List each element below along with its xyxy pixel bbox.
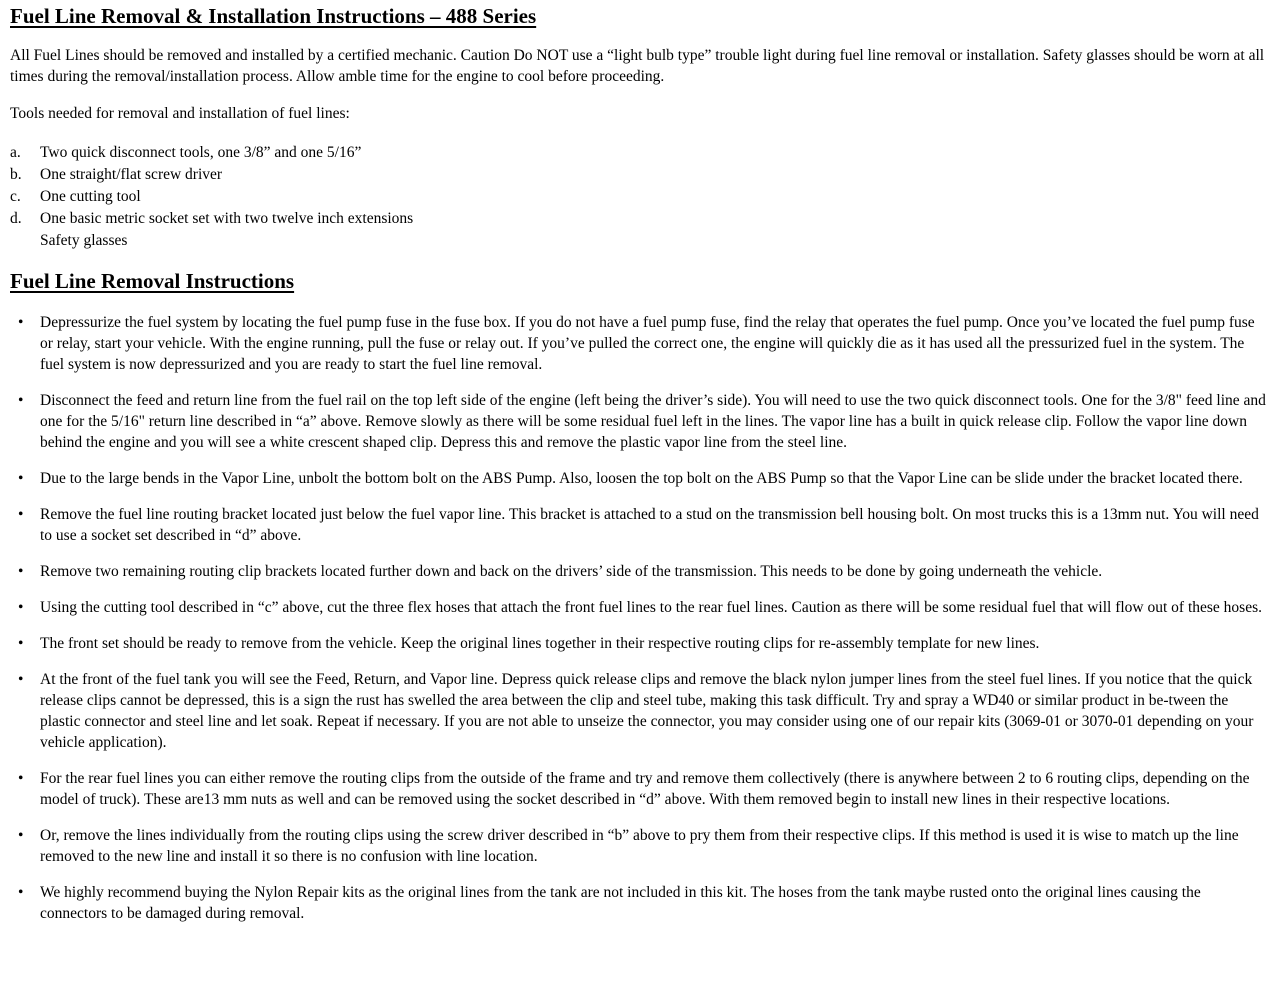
instruction-step (10, 504, 1266, 546)
bullet-icon: • (18, 392, 24, 409)
tool-item (10, 208, 1266, 230)
intro-paragraph: All Fuel Lines should be removed and installed by a certified mechanic. Caution Do NOT use a “light bulb type” trouble light during fuel line removal or installation. Safety glasses should be worn at all times during the removal/installation process. Allow amble time for the engine to cool before proceeding. (10, 47, 1265, 85)
step-text: Or, remove the lines individually from the routing clips using the screw driver described in “b” above to pry them from their respective clips. If this method is used it is wise to match up the line removed to the new line and install it so there is no confusion with line location. (40, 827, 1239, 865)
tool-text: One straight/flat screw driver (40, 166, 223, 183)
tool-text: Two quick disconnect tools, one 3/8” and one 5/16” (40, 144, 362, 161)
tool-marker: a. (10, 144, 21, 161)
bullet-icon: • (18, 506, 24, 523)
instruction-step (10, 825, 1266, 867)
step-text: Remove the fuel line routing bracket located just below the fuel vapor line. This bracket is attached to a stud on the transmission bell housing bolt. On most trucks this is a 13mm nut. You will need to use a socket set described in “d” above. (40, 506, 1259, 544)
instruction-step (10, 633, 1266, 654)
step-text: Depressurize the fuel system by locating the fuel pump fuse in the fuse box. If you do not have a fuel pump fuse, find the relay that operates the fuel pump. Once you’ve located the fuel pump fuse or relay, start your vehicle. With the engine running, pull the fuse or relay out. If you’ve pulled the correct one, the engine will quickly die as it has used all the pressurized fuel in the system. The fuel system is now depressurized and you are ready to start the fuel line removal. (40, 314, 1255, 373)
bullet-icon: • (18, 314, 24, 331)
step-text: Due to the large bends in the Vapor Line, unbolt the bottom bolt on the ABS Pump. Also, loosen the top bolt on the ABS Pump so that the Vapor Line can be slide under the bracket located there. (40, 470, 1243, 487)
instruction-step (10, 597, 1266, 618)
tools-note: Safety glasses (40, 232, 128, 249)
instruction-step (10, 669, 1266, 753)
step-text: Using the cutting tool described in “c” above, cut the three flex hoses that attach the front fuel lines to the rear fuel lines. Caution as there will be some residual fuel that will flow out of these hoses. (40, 599, 1262, 616)
instruction-step (10, 768, 1266, 810)
bullet-icon: • (18, 563, 24, 580)
tool-text: One basic metric socket set with two twelve inch extensions (40, 210, 414, 227)
tools-list (10, 142, 1266, 230)
section-heading: Fuel Line Removal Instructions (10, 269, 295, 293)
tool-text: One cutting tool (40, 188, 141, 205)
bullet-icon: • (18, 671, 24, 688)
tool-item (10, 186, 1266, 208)
step-text: For the rear fuel lines you can either remove the routing clips from the outside of the frame and try and remove them collectively (there is anywhere between 2 to 6 routing clips, depending on the model of truck). These are13 mm nuts as well and can be removed using the socket described in “d” above. With them removed begin to install new lines in their respective locations. (40, 770, 1250, 808)
tool-marker: b. (10, 166, 22, 183)
instruction-step (10, 468, 1266, 489)
step-text: The front set should be ready to remove from the vehicle. Keep the original lines together in their respective routing clips for re-assembly template for new lines. (40, 635, 1040, 652)
bullet-icon: • (18, 470, 24, 487)
step-text: At the front of the fuel tank you will see the Feed, Return, and Vapor line. Depress quick release clips and remove the black nylon jumper lines from the steel fuel lines. If you notice that the quick release clips cannot be depressed, this is a sign the rust has swelled the area between the clip and steel tube, making this task difficult. Try and spray a WD40 or similar product in be-tween the plastic connector and steel line and let soak. Repeat if necessary. If you are not able to unseize the connector, you may consider using one of our repair kits (3069-01 or 3070-01 depending on your vehicle application). (40, 671, 1254, 751)
step-text: We highly recommend buying the Nylon Repair kits as the original lines from the tank are not included in this kit. The hoses from the tank maybe rusted onto the original lines causing the connectors to be damaged during removal. (40, 884, 1201, 922)
instruction-step (10, 561, 1266, 582)
steps-list (10, 312, 1266, 924)
tool-item (10, 164, 1266, 186)
instruction-step (10, 390, 1266, 453)
bullet-icon: • (18, 884, 24, 901)
bullet-icon: • (18, 599, 24, 616)
page-title: Fuel Line Removal & Installation Instructions – 488 Series (10, 4, 537, 28)
step-text: Disconnect the feed and return line from the fuel rail on the top left side of the engine (left being the driver’s side). You will need to use the two quick disconnect tools. One for the 3/8" feed line and one for the 5/16" return line described in “a” above. Remove slowly as there will be some residual fuel left in the lines. The vapor line has a built in quick release clip. Follow the vapor line down behind the engine and you will see a white crescent shaped clip. Depress this and remove the plastic vapor line from the steel line. (40, 392, 1266, 451)
step-text: Remove two remaining routing clip brackets located further down and back on the drivers’ side of the transmission. This needs to be done by going underneath the vehicle. (40, 563, 1103, 580)
instruction-step (10, 312, 1266, 375)
bullet-icon: • (18, 635, 24, 652)
tool-item (10, 142, 1266, 164)
tool-marker: c. (10, 188, 21, 205)
instruction-step (10, 882, 1266, 924)
tool-marker: d. (10, 210, 22, 227)
bullet-icon: • (18, 827, 24, 844)
tools-heading: Tools needed for removal and installation of fuel lines: (10, 105, 350, 122)
bullet-icon: • (18, 770, 24, 787)
